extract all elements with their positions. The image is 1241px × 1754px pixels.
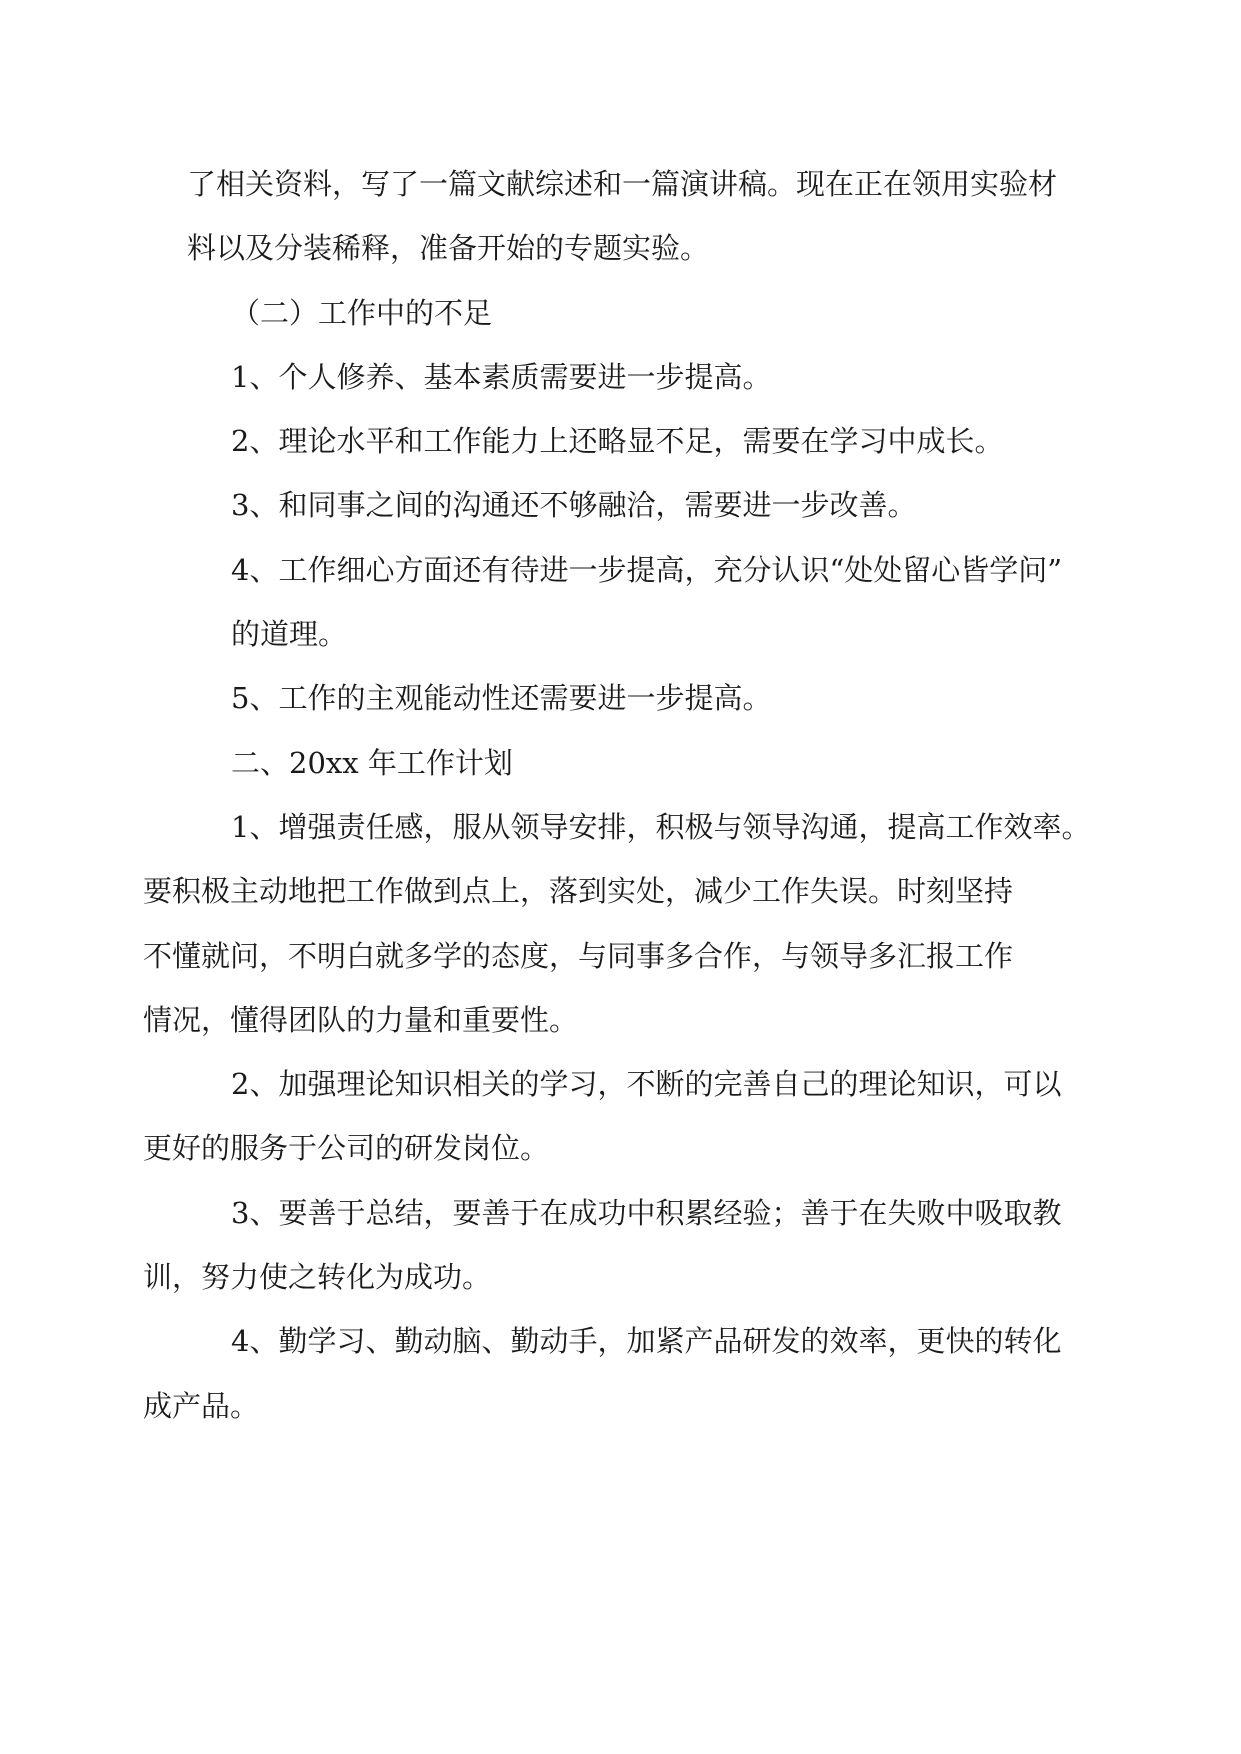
text-line: 成产品。 — [143, 1388, 260, 1423]
list-item-plan-4 — [143, 1309, 1067, 1438]
list-item-shortcoming-2 — [187, 409, 1067, 473]
paragraph-continued-materials — [187, 152, 1067, 281]
text-line: 1、增强责任感，服从领导安排，积极与领导沟通，提高工作效率。 — [231, 809, 1091, 844]
list-item-plan-1 — [143, 795, 1091, 1052]
text-line: 2、理论水平和工作能力上还略显不足，需要在学习中成长。 — [231, 424, 1004, 459]
list-item-shortcoming-4 — [187, 538, 1067, 667]
list-item-shortcoming-3 — [187, 473, 1067, 537]
list-item-plan-3 — [143, 1181, 1067, 1310]
text-line: 情况，懂得团队的力量和重要性。 — [143, 1002, 579, 1037]
document-body — [143, 152, 1091, 1438]
text-line: 不懂就问，不明白就多学的态度，与同事多合作，与领导多汇报工作 — [143, 938, 1014, 973]
text-line: 4、勤学习、勤动脑、勤动手，加紧产品研发的效率，更快的转化 — [231, 1324, 1062, 1359]
text-line: 1、个人修养、基本素质需要进一步提高。 — [231, 359, 772, 394]
text-line: 更好的服务于公司的研发岗位。 — [143, 1131, 550, 1166]
text-line: 4、工作细心方面还有待进一步提高，充分认识“处处留心皆学问” — [231, 552, 1063, 587]
text-line: 5、工作的主观能动性还需要进一步提高。 — [231, 681, 772, 716]
list-item-plan-2 — [143, 1052, 1067, 1181]
text-line: 料以及分装稀释，准备开始的专题实验。 — [187, 231, 710, 266]
text-line: 2、加强理论知识相关的学习，不断的完善自己的理论知识，可以 — [231, 1067, 1062, 1102]
section-heading-shortcomings — [187, 281, 1067, 345]
text-line: 要积极主动地把工作做到点上，落到实处，减少工作失误。时刻坚持 — [143, 874, 1014, 909]
list-item-shortcoming-5 — [187, 666, 1067, 730]
text-line: 训，努力使之转化为成功。 — [143, 1260, 492, 1295]
text-line: 二、20xx 年工作计划 — [231, 745, 513, 780]
text-line: 了相关资料，写了一篇文献综述和一篇演讲稿。现在正在领用实验材 — [187, 167, 1058, 201]
text-line: 3、要善于总结，要善于在成功中积累经验；善于在失败中吸取教 — [231, 1195, 1062, 1230]
list-item-shortcoming-1 — [187, 345, 1067, 409]
section-heading-work-plan — [187, 731, 1067, 795]
text-line: （二）工作中的不足 — [231, 295, 493, 330]
text-line: 的道理。 — [231, 617, 348, 652]
text-line: 3、和同事之间的沟通还不够融洽，需要进一步改善。 — [231, 488, 917, 523]
